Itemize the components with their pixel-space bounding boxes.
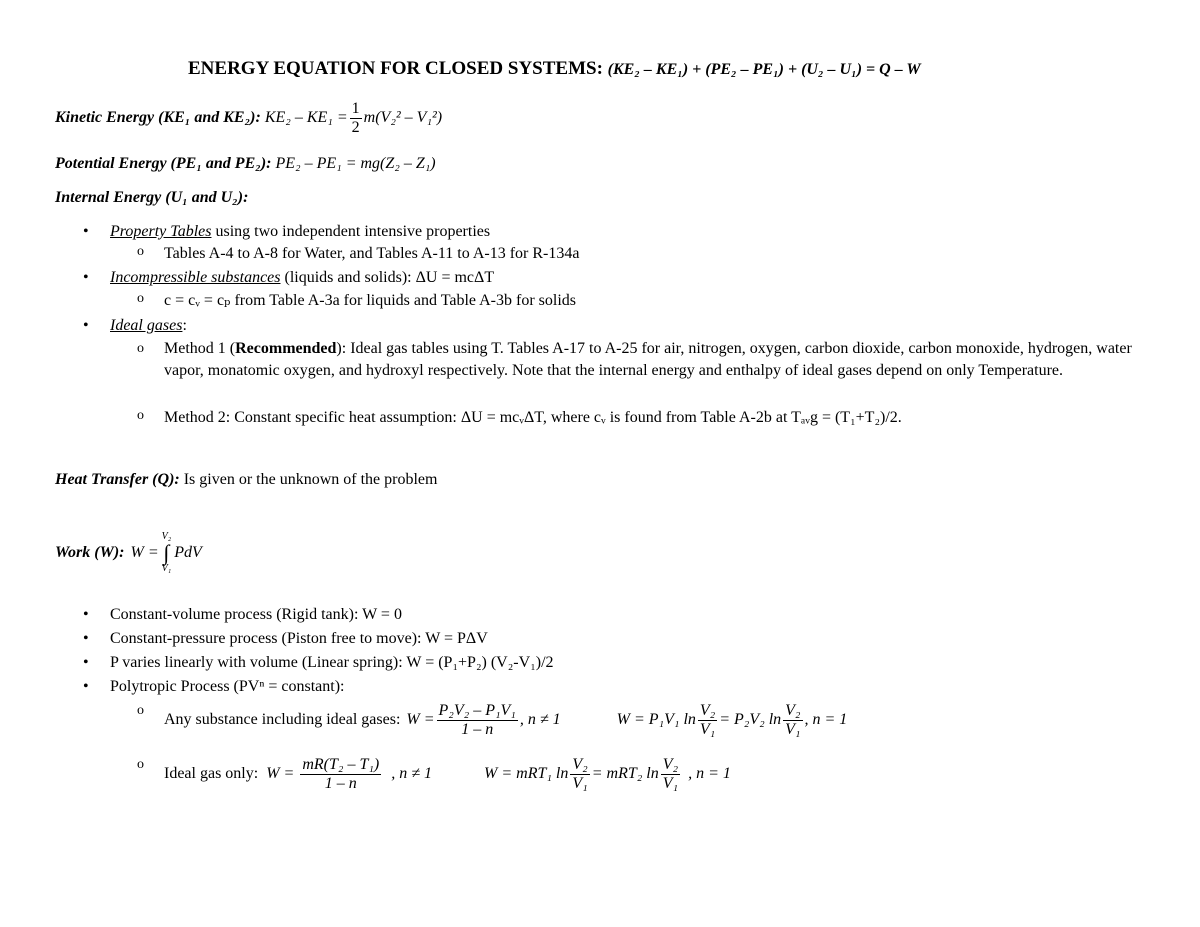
work-lhs: W = <box>130 544 159 562</box>
incompressible-sub-text: c = cᵥ = cₚ from Table A-3a for liquids and Table A-3b for solids <box>164 292 577 309</box>
poly-any-label: o Any substance including ideal gases: <box>164 711 401 729</box>
potential-heading: Potential Energy (PE₁ and PE₂): <box>55 155 272 172</box>
poly-any-rhs-num2: V₂ <box>785 702 801 719</box>
method2-text: Method 2: Constant specific heat assumption: ΔU = mcᵥΔT, where cᵥ is found from Table A-2b at Tₐᵥg = (T₁+T₂)/2. <box>164 409 902 426</box>
poly-ideal-cond: , n ≠ 1 <box>391 765 433 783</box>
poly-ideal-rhs-frac1 <box>570 756 589 792</box>
method1-prefix: Method 1 ( <box>164 340 236 357</box>
poly-any-rhs-frac2 <box>783 702 802 738</box>
property-tables-label: Property Tables <box>110 223 212 240</box>
kinetic-frac-num: 1 <box>351 100 360 117</box>
poly-ideal-rhs-cond: , n = 1 <box>688 765 731 783</box>
work-item-text: P varies linearly with volume (Linear spring): W = (P₁+P₂) (V₂-V₁)/2 <box>110 654 554 671</box>
poly-ideal-rhs-num1: V₂ <box>572 756 588 773</box>
work-item-text: Constant-pressure process (Piston free to move): W = PΔV <box>110 630 488 647</box>
potential-energy-line <box>55 153 436 175</box>
ideal-gases-colon: : <box>182 317 187 334</box>
poly-ideal-rhs-den2: V₁ <box>662 774 679 792</box>
poly-ideal-rhs-a: W = mRT₁ ln <box>484 765 569 783</box>
work-integrand: PdV <box>174 544 202 562</box>
work-line <box>55 532 202 574</box>
poly-ideal-rhs-b: = mRT₂ ln <box>591 765 659 783</box>
poly-any-rhs-b: = P₂V₂ ln <box>719 711 782 729</box>
sub-item-method-1 <box>164 338 1149 382</box>
poly-ideal-rhs-frac2 <box>661 756 680 792</box>
poly-any-rhs-frac1 <box>698 702 717 738</box>
integral-sign <box>162 532 172 574</box>
poly-ideal-rhs-num2: V₂ <box>662 756 679 773</box>
work-item-linear-spring <box>110 652 554 674</box>
polytropic-ideal-gas <box>164 756 731 792</box>
potential-formula: PE₂ – PE₁ = mg(Z₂ – Z₁) <box>275 155 436 172</box>
poly-any-fraction <box>437 702 518 738</box>
list-item-property-tables <box>110 221 490 243</box>
work-item-text: Constant-volume process (Rigid tank): W = 0 <box>110 606 402 623</box>
heat-transfer-line <box>55 469 437 491</box>
title-equation: (KE₂ – KE₁) + (PE₂ – PE₁) + (U₂ – U₁) = Q – W <box>607 61 921 78</box>
polytropic-any-substance <box>164 702 847 738</box>
integral-upper-limit: V₂ <box>161 531 172 542</box>
poly-ideal-lhs: W = <box>266 765 295 783</box>
poly-any-cond: , n ≠ 1 <box>519 711 561 729</box>
work-heading: Work (W): <box>55 544 125 562</box>
sub-item-property-tables <box>164 243 579 265</box>
list-item-incompressible <box>110 267 494 289</box>
integral-symbol: ∫ <box>163 540 170 565</box>
poly-any-den: 1 – n <box>461 720 494 738</box>
ideal-gases-label: Ideal gases <box>110 317 183 334</box>
internal-energy-heading <box>55 187 248 209</box>
poly-any-rhs-den1: V₁ <box>699 720 716 738</box>
kinetic-lhs: KE₂ – KE₁ = <box>264 108 348 126</box>
sub-item-incompressible <box>164 290 576 312</box>
work-item-polytropic <box>110 676 344 698</box>
integral-lower-limit: V₁ <box>161 563 172 574</box>
poly-ideal-num: mR(T₂ – T₁) <box>302 756 380 773</box>
poly-ideal-rhs-den1: V₁ <box>572 774 588 792</box>
internal-heading-text: Internal Energy (U₁ and U₂): <box>55 189 249 206</box>
poly-any-num: P₂V₂ – P₁V₁ <box>438 702 516 719</box>
kinetic-fraction <box>350 100 362 136</box>
property-tables-sub-text: Tables A-4 to A-8 for Water, and Tables A-11 to A-13 for R-134a <box>164 245 580 262</box>
list-item-ideal-gases <box>110 315 187 337</box>
page-title <box>188 56 921 82</box>
poly-any-rhs-cond: , n = 1 <box>804 711 848 729</box>
kinetic-heading: Kinetic Energy (KE₁ and KE₂): <box>55 108 261 126</box>
poly-any-rhs-num1: V₂ <box>699 702 716 719</box>
heat-text: Is given or the unknown of the problem <box>179 471 438 488</box>
method1-recommended: Recommended <box>235 340 337 357</box>
work-item-constant-pressure <box>110 628 488 650</box>
poly-ideal-den: 1 – n <box>324 774 357 792</box>
sub-item-method-2 <box>164 407 902 429</box>
work-item-constant-volume <box>110 604 402 626</box>
poly-any-lhs: W = <box>406 711 435 729</box>
heat-heading: Heat Transfer (Q): <box>55 471 180 488</box>
incompressible-text: (liquids and solids): ΔU = mcΔT <box>280 269 495 286</box>
method1-text: ): Ideal gas tables using T. Tables A-17 to A-25 for air, nitrogen, oxygen, carbon dioxide, carbon monoxide, hydrogen, water vapor, monatomic oxygen, and hydroxyl respectively. Note that the internal energy and enthalpy of ideal gases depend on only Temperature. <box>164 340 1132 379</box>
work-item-text: Polytropic Process (PVⁿ = constant): <box>110 678 345 695</box>
kinetic-frac-den: 2 <box>351 118 360 136</box>
incompressible-label: Incompressible substances <box>110 269 281 286</box>
title-main: ENERGY EQUATION FOR CLOSED SYSTEMS: <box>188 58 603 79</box>
poly-ideal-label: o Ideal gas only: <box>164 765 259 783</box>
poly-any-rhs-a: W = P₁V₁ ln <box>616 711 696 729</box>
poly-ideal-fraction <box>300 756 381 792</box>
poly-any-rhs-den2: V₁ <box>785 720 801 738</box>
kinetic-rhs: m(V₂² – V₁²) <box>363 108 443 126</box>
property-tables-text: using two independent intensive properties <box>211 223 491 240</box>
kinetic-energy-line <box>55 100 442 136</box>
